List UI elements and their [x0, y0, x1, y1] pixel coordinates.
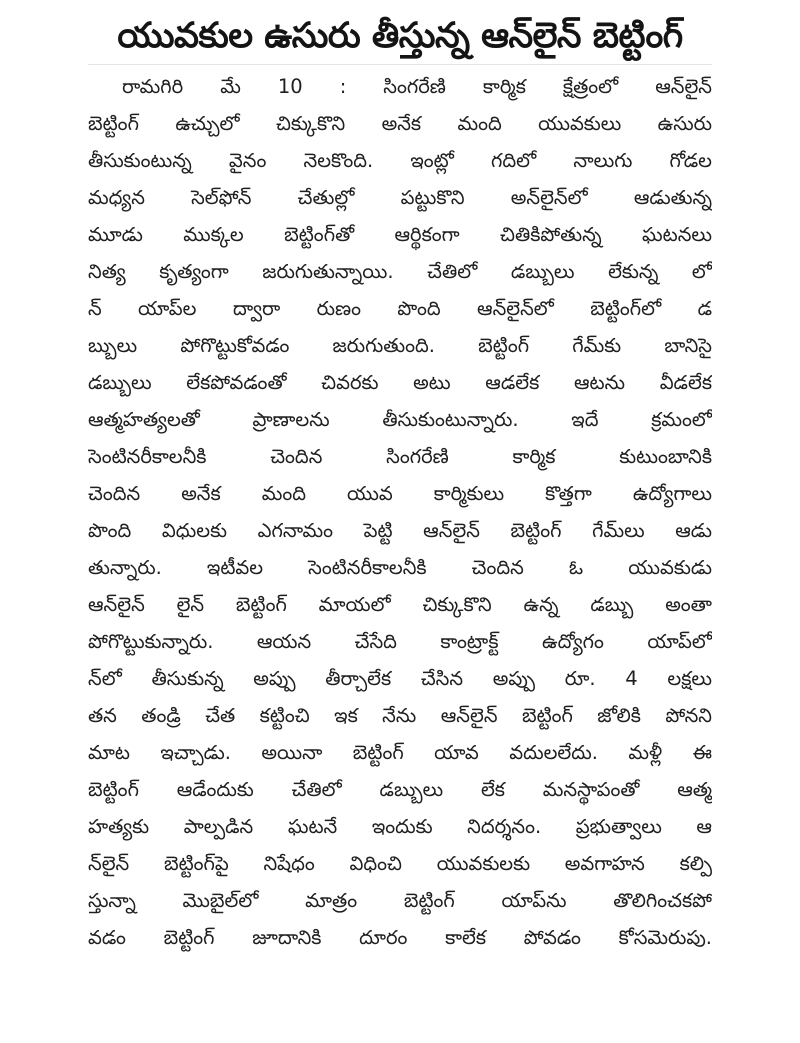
- article-body: [88, 68, 712, 956]
- article-line: మూడు ముక్కల బెట్టింగ్‌తో ఆర్థికంగా చితికిపోతున్న ఘటనలు: [88, 223, 712, 246]
- article-line: మాట ఇచ్చాడు. అయినా బెట్టింగ్ యావ వదులలేదు. మళ్లీ ఈ: [88, 741, 712, 764]
- article-line: ఆత్మహత్యలతో ప్రాణాలను తీసుకుంటున్నారు. ఇదే క్రమంలో: [88, 408, 712, 431]
- headline-divider: [88, 64, 712, 65]
- article-line: రామగిరి మే 10 : సింగరేణి కార్మిక క్షేత్రంలో ఆన్‌లైన్: [122, 75, 712, 98]
- article-line: న్‌లో తీసుకున్న అప్పు తీర్చాలేక చేసిన అప్పు రూ. 4 లక్షలు: [88, 667, 712, 690]
- article-line: బ్బులు పోగొట్టుకోవడం జరుగుతుంది. బెట్టింగ్ గేమ్‌కు బానిసై: [88, 334, 712, 357]
- article-line: చెందిన అనేక మంది యువ కార్మికులు కొత్తగా ఉద్యోగాలు: [88, 482, 712, 505]
- article-line: తున్నారు. ఇటీవల సెంటినరీకాలనీకి చెందిన ఓ యువకుడు: [88, 556, 712, 579]
- article-line: న్ యాప్‌ల ద్వారా రుణం పొంది ఆన్‌లైన్‌లో బెట్టింగ్‌లో డ: [88, 297, 712, 320]
- article-line: సెంటినరీకాలనీకి చెందిన సింగరేణి కార్మిక కుటుంబానికి: [88, 445, 712, 468]
- article-line: హత్యకు పాల్పడిన ఘటనే ఇందుకు నిదర్శనం. ప్రభుత్వాలు ఆ: [88, 815, 712, 838]
- headline: యువకుల ఉసురు తీస్తున్న ఆన్‌లైన్ బెట్టింగ్: [117, 16, 683, 56]
- article-line: డబ్బులు లేకపోవడంతో చివరకు అటు ఆడలేక ఆటను వీడలేక: [88, 371, 712, 394]
- article-line: వడం బెట్టింగ్ జూదానికి దూరం కాలేక పోవడం కోసమెరుపు.: [88, 926, 712, 949]
- article-line: తీసుకుంటున్న వైనం నెలకొంది. ఇంట్లో గదిలో నాలుగు గోడల: [88, 149, 712, 172]
- article-line: బెట్టింగ్ ఉచ్చులో చిక్కుకొని అనేక మంది యువకులు ఉసురు: [88, 112, 712, 135]
- article-line: ఆన్‌లైన్ లైన్ బెట్టింగ్ మాయలో చిక్కుకొని ఉన్న డబ్బు అంతా: [88, 593, 712, 616]
- article-line: నిత్య కృత్యంగా జరుగుతున్నాయి. చేతిలో డబ్బులు లేకున్న లో: [88, 260, 712, 283]
- article-line: మధ్యన సెల్‌ఫోన్ చేతుల్లో పట్టుకొని అన్‌లైన్‌లో ఆడుతున్న: [88, 186, 712, 209]
- article-line: న్‌లైన్ బెట్టింగ్‌పై నిషేధం విధించి యువకులకు అవగాహన కల్పి: [88, 852, 712, 875]
- article-line: పోగొట్టుకున్నారు. ఆయన చేసేది కాంట్రాక్ట్ ఉద్యోగం యాప్‌లో: [88, 630, 712, 653]
- article-line: బెట్టింగ్ ఆడేందుకు చేతిలో డబ్బులు లేక మనస్థాపంతో ఆత్మ: [88, 778, 712, 801]
- article-line: స్తున్నా మొబైల్‌లో మాత్రం బెట్టింగ్ యాప్‌ను తొలిగించకపో: [88, 889, 712, 912]
- article-line: పొంది విధులకు ఎగనామం పెట్టి ఆన్‌లైన్ బెట్టింగ్ గేమ్‌లు ఆడు: [88, 519, 712, 542]
- article-line: తన తండ్రి చేత కట్టించి ఇక నేను ఆన్‌లైన్ బెట్టింగ్ జోలికి పోనని: [88, 704, 712, 727]
